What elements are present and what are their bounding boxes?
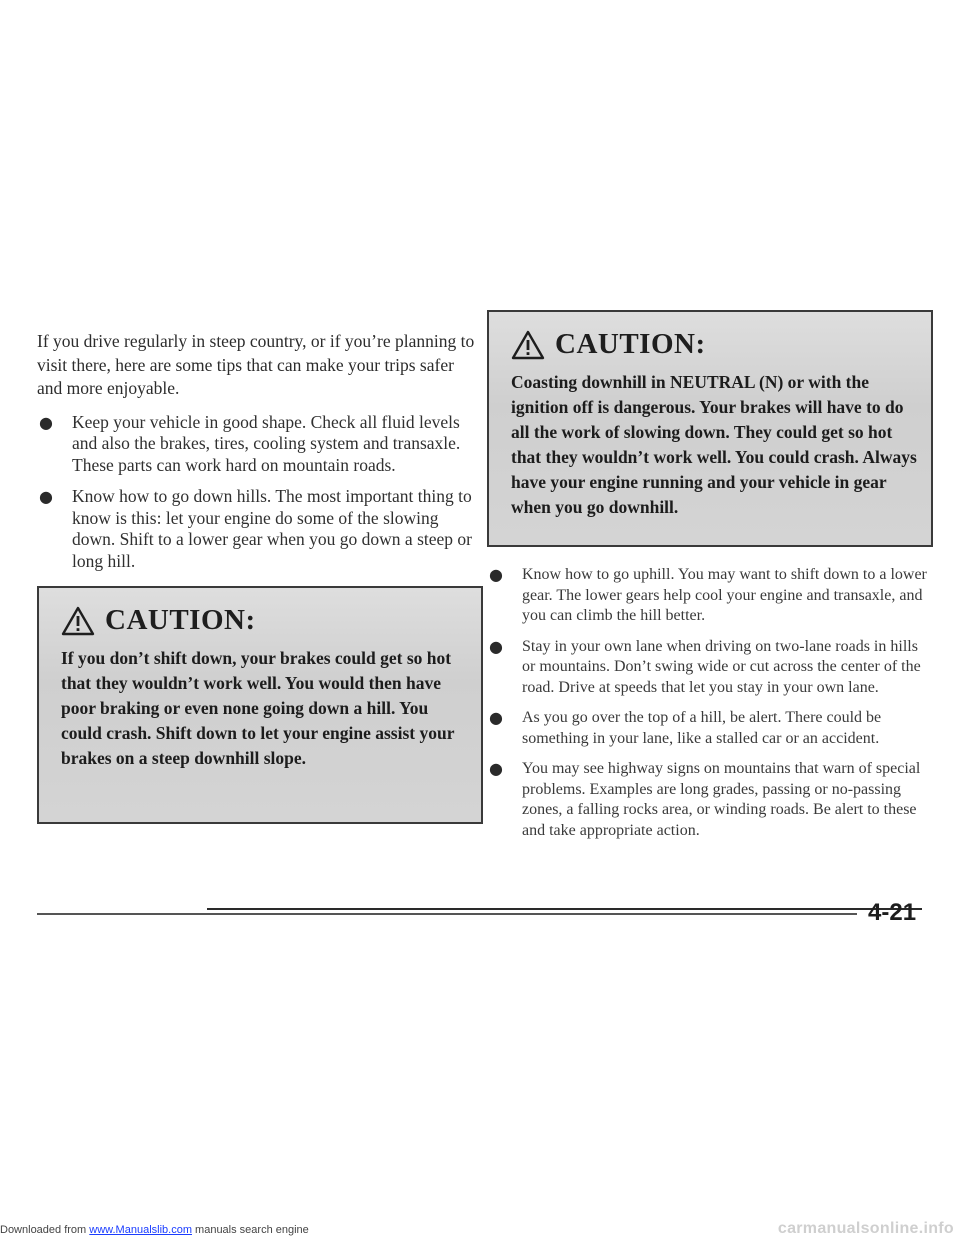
page-number: 4-21 [868, 899, 917, 926]
bullet-icon: ● [39, 412, 53, 432]
banner-prefix: Downloaded from [0, 1224, 90, 1236]
caution-title: CAUTION: [105, 604, 256, 636]
manualslib-link[interactable]: www.Manualslib.com [89, 1224, 192, 1236]
bullet-icon: ● [489, 708, 503, 727]
bullet-text: Know how to go down hills. The most important thing to know is this: let your engine do some of the slowing down. Shift to a lower gear when you go down a steep or long hill. [72, 486, 472, 571]
bullet-text: Keep your vehicle in good shape. Check all fluid levels and also the brakes, tires, cooling system and transaxle. These parts can work hard on mountain roads. [72, 411, 461, 475]
watermark: carmanualsonline.info [777, 1220, 954, 1237]
bullet-text: As you go over the top of a hill, be alert. There could be something in your lane, like a stalled car or an accident. [522, 709, 882, 747]
warning-triangle-icon [61, 606, 95, 636]
bullet-icon: ● [489, 636, 503, 656]
caution-text: If you don’t shift down, your brakes could get so hot that they wouldn’t work well. You would then have poor braking or even none going down a hill. You could crash. Shift down to let your engine assist your brakes on a steep downhill slope. [61, 648, 455, 768]
list-item [487, 759, 932, 841]
bullet-text: Stay in your own lane when driving on two-lane roads in hills or mountains. Don’t swing wide or cut across the center of the road. Drive at speeds that let you stay in your own lane. [522, 637, 921, 696]
download-banner [0, 1224, 309, 1236]
bullet-icon: ● [489, 565, 503, 584]
intro-paragraph: If you drive regularly in steep country, or if you’re planning to visit there, here are some tips that can make your trips safer and more enjoyable. [37, 331, 475, 398]
caution-box-downshift [37, 586, 483, 824]
caution-header [511, 328, 917, 361]
right-bullet-list [487, 565, 932, 841]
list-item [487, 637, 932, 699]
banner-suffix: manuals search engine [191, 1224, 309, 1236]
caution-header [61, 604, 467, 637]
footer-rule-top [207, 908, 922, 910]
right-column [487, 310, 932, 851]
left-bullet-list [37, 412, 480, 573]
caution-title: CAUTION: [555, 328, 706, 360]
left-column [37, 330, 480, 824]
list-item [37, 486, 480, 572]
footer-rule-bottom [37, 913, 857, 915]
list-item [487, 708, 932, 749]
list-item [37, 412, 480, 477]
warning-triangle-icon [511, 330, 545, 360]
bullet-icon: ● [489, 759, 503, 778]
caution-box-coasting [487, 310, 933, 547]
bullet-text: You may see highway signs on mountains that warn of special problems. Examples are long grades, passing or no-passing zones, a falling rocks area, or winding roads. Be alert to these and take appropriate action. [522, 760, 921, 839]
bullet-icon: ● [39, 487, 53, 506]
list-item [487, 565, 932, 627]
bullet-text: Know how to go uphill. You may want to shift down to a lower gear. The lower gears help cool your engine and transaxle, and you can climb the hill better. [522, 566, 927, 624]
caution-text: Coasting downhill in NEUTRAL (N) or with the ignition off is dangerous. Your brakes will have to do all the work of slowing down. They could get so hot that they wouldn’t work well. You could crash. Always have your engine running and your vehicle in gear when you go downhill. [511, 372, 917, 517]
